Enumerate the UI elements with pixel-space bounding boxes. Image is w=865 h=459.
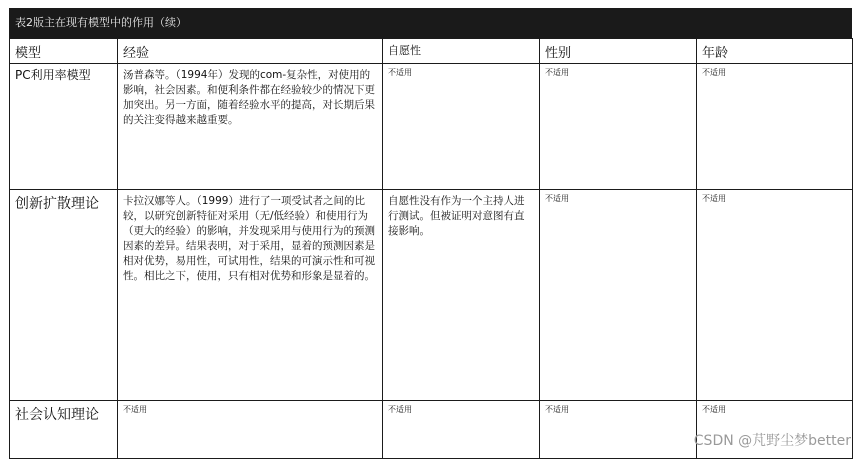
age-cell: 不适用 [697, 190, 853, 401]
moderator-table [9, 38, 853, 459]
age-cell: 不适用 [697, 401, 853, 459]
table-title: 表2版主在现有模型中的作用（续） [9, 8, 852, 38]
header-voluntariness: 自愿性 [383, 39, 540, 64]
table-row [10, 190, 853, 401]
model-cell: 创新扩散理论 [10, 190, 118, 401]
csdn-watermark: CSDN @芃野尘梦better [693, 433, 851, 449]
header-experience: 经验 [118, 39, 383, 64]
voluntariness-cell: 自愿性没有作为一个主持人进行测试。但被证明对意图有直接影响。 [383, 190, 540, 401]
experience-cell: 卡拉汉娜等人。（1999）进行了一项受试者之间的比较，以研究创新特征对采用（无/低经验）和使用行为（更大的经验）的影响，并发现采用与使用行为的预测因素的差异。结果表明，对于采用，显着的预测因素是相对优势，易用性，可试用性，结果的可演示性和可视性。相比之下，使用，只有相对优势和形象是显着的。 [118, 190, 383, 401]
gender-cell: 不适用 [540, 401, 697, 459]
document-table-page [9, 8, 852, 448]
gender-cell: 不适用 [540, 64, 697, 190]
header-gender: 性别 [540, 39, 697, 64]
voluntariness-cell: 不适用 [383, 401, 540, 459]
experience-cell: 不适用 [118, 401, 383, 459]
gender-cell: 不适用 [540, 190, 697, 401]
header-age: 年龄 [697, 39, 853, 64]
age-cell: 不适用 [697, 64, 853, 190]
model-cell: 社会认知理论 [10, 401, 118, 459]
table-row [10, 64, 853, 190]
voluntariness-cell: 不适用 [383, 64, 540, 190]
model-cell: PC利用率模型 [10, 64, 118, 190]
experience-cell: 汤普森等。（1994年）发现的com-复杂性，对使用的影响，社会因素。和便利条件都在经验较少的情况下更加突出。另一方面，随着经验水平的提高，对长期后果的关注变得越来越重要。 [118, 64, 383, 190]
header-model: 模型 [10, 39, 118, 64]
header-row [10, 39, 853, 64]
